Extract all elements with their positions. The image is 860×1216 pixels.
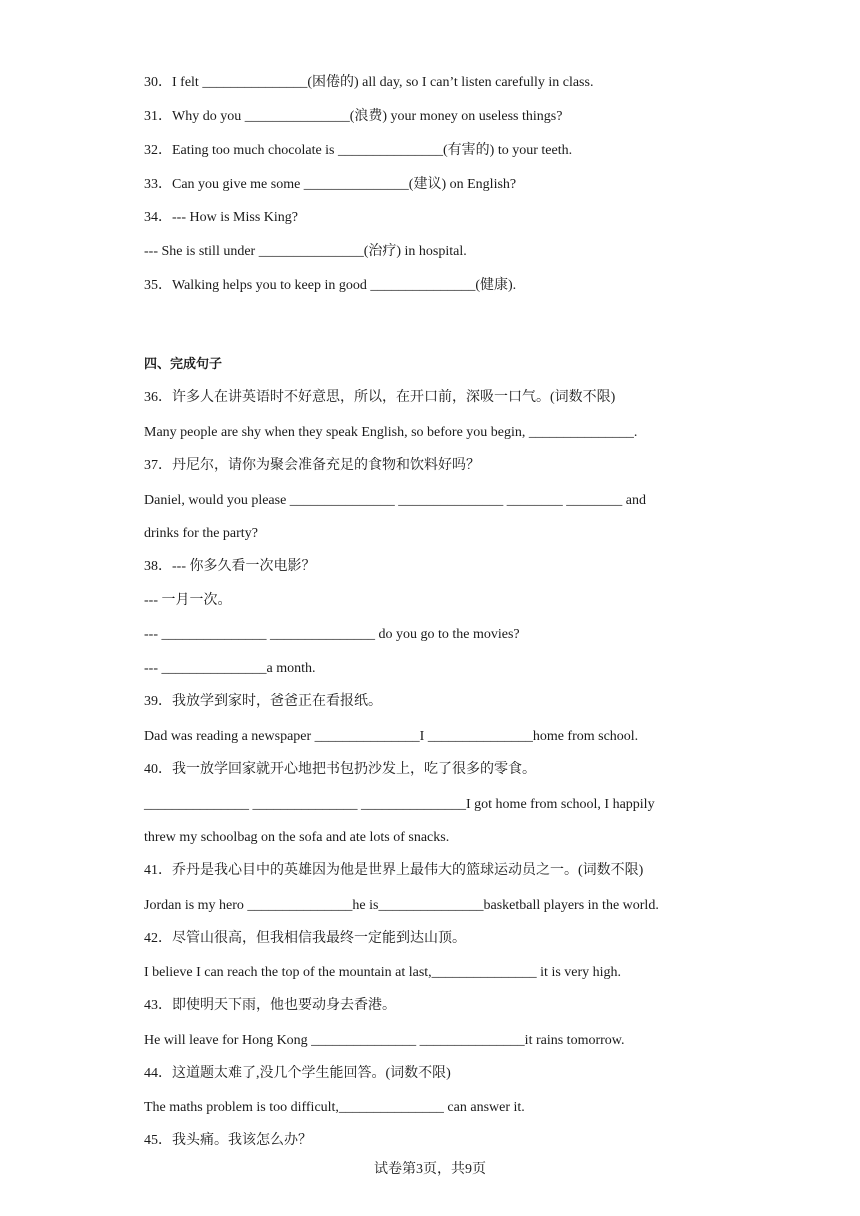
question-31: 31．Why do you _______________(浪费) your money on useless things? [144,109,563,124]
question-38-english-a: --- _______________a month. [144,661,316,676]
question-44-english: The maths problem is too difficult,_______________ can answer it. [144,1100,525,1115]
question-33: 33．Can you give me some _______________(建议) on English? [144,177,517,192]
question-41-chinese: 41．乔丹是我心目中的英雄因为他是世界上最伟大的篮球运动员之一。(词数不限) [144,863,644,878]
question-39-english: Dad was reading a newspaper _______________I _______________home from school. [144,729,639,744]
question-40-chinese: 40．我一放学回家就开心地把书包扔沙发上，吃了很多的零食。 [144,762,536,777]
question-30: 30．I felt _______________(困倦的) all day, so I can’t listen carefully in class. [144,75,594,90]
question-41-english: Jordan is my hero _______________he is_______________basketball players in the world. [144,898,659,913]
question-37-english: Daniel, would you please _______________ _______________ ________ ________ and [144,493,647,508]
question-38-english-q: --- _______________ _______________ do you go to the movies? [144,627,520,642]
question-44-chinese: 44．这道题太难了,没几个学生能回答。(词数不限) [144,1066,451,1081]
question-40-english: _______________ _______________ _______________I got home from school, I happily [144,797,655,812]
section-heading: 四、完成句子 [144,357,223,372]
question-37-english-cont: drinks for the party? [144,526,258,541]
question-32: 32．Eating too much chocolate is _______________(有害的) to your teeth. [144,143,573,158]
question-36-english: Many people are shy when they speak English, so before you begin, _______________. [144,425,638,440]
page-footer: 试卷第3页，共9页 [374,1162,486,1177]
question-34-answer: --- She is still under _______________(治疗) in hospital. [144,244,467,259]
question-43-english: He will leave for Hong Kong _______________ _______________it rains tomorrow. [144,1033,625,1048]
question-34-prompt: 34．--- How is Miss King? [144,210,298,225]
question-35: 35．Walking helps you to keep in good _______________(健康). [144,278,517,293]
question-40-english-cont: threw my schoolbag on the sofa and ate lots of snacks. [144,830,450,845]
question-37-chinese: 37．丹尼尔，请你为聚会准备充足的食物和饮料好吗？ [144,458,480,473]
question-38-chinese-a: --- 一月一次。 [144,593,232,608]
question-36-chinese: 36．许多人在讲英语时不好意思，所以，在开口前，深吸一口气。(词数不限) [144,390,616,405]
question-42-english: I believe I can reach the top of the mountain at last,_______________ it is very high. [144,965,622,980]
question-38-chinese-q: 38．--- 你多久看一次电影？ [144,559,316,574]
question-45-chinese: 45．我头痛。我该怎么办？ [144,1133,312,1148]
question-42-chinese: 42．尽管山很高，但我相信我最终一定能到达山顶。 [144,931,466,946]
question-43-chinese: 43．即使明天下雨，他也要动身去香港。 [144,998,396,1013]
question-39-chinese: 39．我放学到家时，爸爸正在看报纸。 [144,694,382,709]
